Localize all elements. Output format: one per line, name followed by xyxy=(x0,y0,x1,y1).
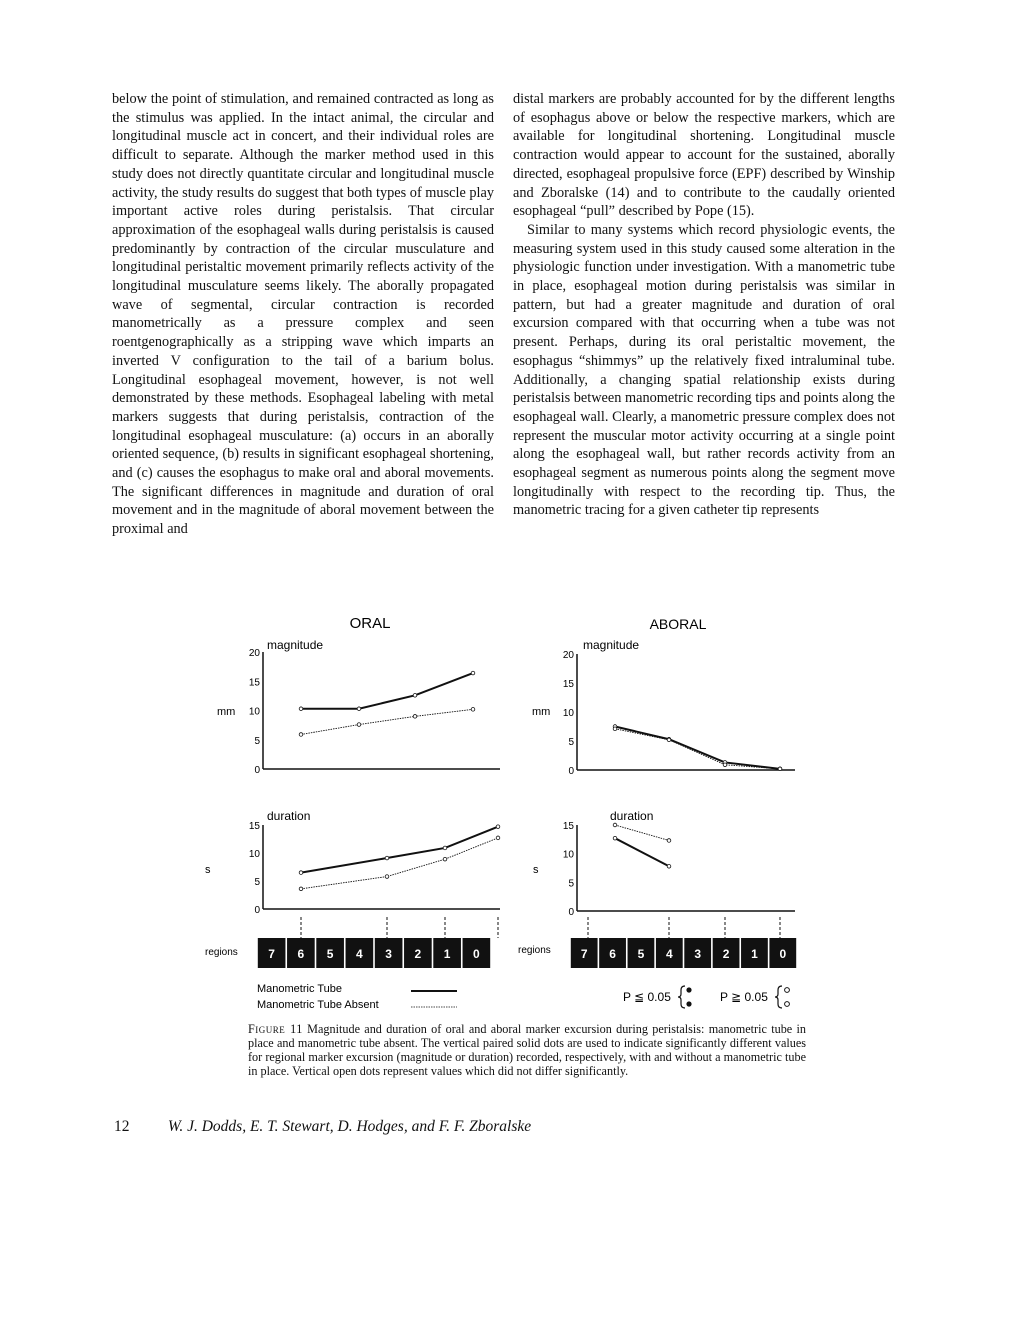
figure-plot-area xyxy=(249,648,796,968)
oral-region-number: 1 xyxy=(443,947,451,961)
oral-duration-data-point xyxy=(299,871,303,875)
oral-magnitude-data-point xyxy=(357,723,361,727)
oral-magnitude-data-point xyxy=(299,733,303,737)
body-paragraph: below the point of stimulation, and remained contracted as long as the stimulus was applied. In the intact animal, the circular and longitudinal muscle act in concert, and their individual roles are difficult to separate. Although the marker method used in this study does not directly quantitate circular and longitudinal muscle activity, the study results do suggest that both types of muscle play important active roles during peristalsis. That circular approximation of the esophageal walls during peristalsis is caused predominantly by contraction of the circular musculature and longitudinal peristaltic movement primarily reflects activity of the longitudinal musculature seems likely. The aborally propagated wave of segmental, circular contraction is recorded manometrically as a pressure complex and seen roentgenographically as a stripping wave which imparts an inverted V configuration to the tail of a barium bolus. Longitudinal esophageal movement, however, is not well demonstrated by these methods. Esophageal labeling with metal markers suggests that during peristalsis, contraction of the longitudinal esophageal musculature: (a) occurs in an aborally oriented sequence, (b) results in significant esophageal shortening, and (c) causes the esophagus to make oral and aboral movements. The significant differences in magnitude and duration of oral movement and in the magnitude of aboral movement between the proximal and xyxy=(112,91,494,538)
aboral-duration-data-point xyxy=(613,836,617,840)
oral-duration-tick-label: 10 xyxy=(248,849,260,860)
aboral-magnitude-label: magnitude xyxy=(583,638,640,652)
aboral-duration-data-point xyxy=(667,864,671,868)
p-significant-label: P ≦ 0.05 xyxy=(623,990,671,1004)
aboral-magnitude-tick-label: 15 xyxy=(562,679,574,690)
aboral-magnitude-tick-label: 5 xyxy=(568,737,574,748)
aboral-duration-unit: s xyxy=(533,864,539,876)
aboral-magnitude-data-point xyxy=(613,727,617,731)
aboral-magnitude-tick-label: 10 xyxy=(562,708,574,719)
body-paragraph: distal markers are probably accounted for by the different lengths of esophagus above or below the respective markers, which are available for longitudinal shortening. Longitudinal muscle contraction would appear to account for the sustained, aborally directed, esophageal propulsive force (EPF) described by Winship and Zboralske (14) and to contribute to the caudally oriented esophageal “pull” described by Pope (15). xyxy=(513,91,895,220)
oral-regions-label: regions xyxy=(205,947,238,958)
aboral-magnitude-data-point xyxy=(778,767,782,771)
open-dot-symbol xyxy=(785,1002,790,1007)
oral-magnitude-data-point xyxy=(357,707,361,711)
aboral-duration-data-point xyxy=(667,839,671,843)
oral-magnitude-data-point xyxy=(413,693,417,697)
oral-region-number: 6 xyxy=(297,947,305,961)
aboral-title: ABORAL xyxy=(649,616,707,632)
brace-symbol xyxy=(678,986,685,1008)
oral-magnitude-data-point xyxy=(413,715,417,719)
nonsignificant-dots-key xyxy=(775,986,789,1008)
figure-caption xyxy=(248,1022,806,1078)
oral-duration-label: duration xyxy=(267,809,311,823)
oral-duration-data-point xyxy=(496,825,500,829)
brace-symbol xyxy=(775,986,782,1008)
oral-region-number: 0 xyxy=(473,947,480,961)
oral-magnitude-data-point xyxy=(471,671,475,675)
oral-duration-tick-label: 5 xyxy=(254,877,260,888)
oral-magnitude-tick-label: 10 xyxy=(248,706,260,718)
aboral-region-number: 6 xyxy=(609,947,616,961)
significant-dots-key xyxy=(678,986,692,1008)
caption-text: Magnitude and duration of oral and aboral marker excursion during peristalsis: manometric tube in place and manometric tube absent. The vertical paired solid dots are used to indicate significantly different values for regional marker excursion (magnitude or duration) recorded, respectively, with and without a manometric tube in place. Vertical open dots represent values which did not differ significantly. xyxy=(248,1022,807,1078)
aboral-duration-tick-label: 10 xyxy=(562,849,574,861)
aboral-magnitude-unit: mm xyxy=(532,706,551,718)
oral-magnitude-data-point xyxy=(299,707,303,711)
aboral-duration-tube-absent-line xyxy=(615,825,669,840)
footer-authors: W. J. Dodds, E. T. Stewart, D. Hodges, and F. F. Zboralske xyxy=(167,1118,532,1135)
legend-tube-label: Manometric Tube xyxy=(257,983,342,995)
oral-duration-data-point xyxy=(443,846,447,850)
figure-11 xyxy=(195,608,835,1023)
oral-magnitude-tube-absent-line xyxy=(301,709,473,734)
aboral-magnitude-tube-line xyxy=(615,727,780,769)
aboral-regions-label: regions xyxy=(518,945,551,956)
body-paragraph: Similar to many systems which record physiologic events, the measuring system used in this study caused some alteration in the physiologic function under investigation. With a manometric tube in place, esophageal motion during peristalsis was similar in pattern, but had a greater magnitude and duration of oral excursion compared with that occurring when a tube was not present. Perhaps, during its oral peristaltic movement, the esophagus “shimmys” up the relatively fixed intraluminal tube. Additionally, a changing spatial relationship exists during peristalsis between manometric recording tips and points along the esophageal wall. Clearly, a manometric pressure complex does not represent the muscular motor activity occurring at a single point along the esophageal wall, but rather records activity from an esophageal segment as numerous points along the segment move longitudinally with respect to the recording tip. Thus, the manometric tracing for a given catheter tip represents xyxy=(513,221,895,519)
solid-dot-symbol xyxy=(686,1001,691,1006)
aboral-magnitude-tick-label: 0 xyxy=(568,766,574,777)
oral-region-number: 4 xyxy=(356,947,363,961)
caption-figure-label: Figure 11 xyxy=(248,1022,303,1036)
oral-title: ORAL xyxy=(349,615,391,632)
aboral-region-number: 2 xyxy=(722,947,730,961)
oral-magnitude-tick-label: 5 xyxy=(254,735,260,747)
open-dot-symbol xyxy=(785,988,790,993)
aboral-region-number: 1 xyxy=(751,947,758,961)
page-number: 12 xyxy=(114,1118,130,1135)
oral-region-number: 3 xyxy=(385,947,392,961)
aboral-duration-tube-line xyxy=(615,838,669,866)
oral-duration-data-point xyxy=(299,887,303,891)
oral-magnitude-tube-line xyxy=(301,673,473,709)
left-text-column xyxy=(112,90,494,539)
aboral-region-number: 3 xyxy=(694,947,702,961)
figure-11-svg xyxy=(195,608,835,1023)
oral-region-number: 7 xyxy=(268,947,275,961)
aboral-region-number: 0 xyxy=(779,947,787,961)
oral-region-number: 5 xyxy=(326,947,334,961)
oral-magnitude-tick-label: 0 xyxy=(254,765,260,776)
oral-region-number: 2 xyxy=(414,947,422,961)
aboral-duration-tick-label: 0 xyxy=(568,907,574,918)
oral-duration-data-point xyxy=(443,857,447,861)
oral-duration-data-point xyxy=(496,836,500,840)
aboral-region-number: 4 xyxy=(665,947,673,961)
aboral-magnitude-tick-label: 20 xyxy=(562,650,574,661)
legend-absent-label: Manometric Tube Absent xyxy=(257,999,379,1011)
aboral-region-number: 7 xyxy=(580,947,588,961)
aboral-magnitude-data-point xyxy=(723,763,727,767)
aboral-duration-tick-label: 5 xyxy=(568,878,574,890)
oral-duration-tube-absent-line xyxy=(301,838,498,889)
oral-magnitude-unit: mm xyxy=(217,706,236,718)
aboral-magnitude-data-point xyxy=(667,738,671,742)
p-nonsignificant-label: P ≧ 0.05 xyxy=(720,990,768,1004)
oral-duration-unit: s xyxy=(205,864,211,876)
aboral-duration-label: duration xyxy=(610,809,654,823)
oral-duration-tick-label: 0 xyxy=(254,905,260,916)
solid-dot-symbol xyxy=(686,987,691,992)
aboral-magnitude-tube-absent-line xyxy=(615,729,780,769)
right-text-column xyxy=(513,90,895,520)
oral-duration-tick-label: 15 xyxy=(248,821,260,832)
oral-magnitude-data-point xyxy=(471,708,475,712)
oral-duration-data-point xyxy=(385,856,389,860)
aboral-duration-data-point xyxy=(613,823,617,827)
oral-magnitude-label: magnitude xyxy=(267,638,324,652)
aboral-duration-tick-label: 15 xyxy=(562,821,574,832)
oral-magnitude-tick-label: 15 xyxy=(248,677,260,689)
oral-duration-data-point xyxy=(385,875,389,879)
oral-magnitude-tick-label: 20 xyxy=(248,648,260,659)
aboral-region-number: 5 xyxy=(637,947,645,961)
page-footer xyxy=(114,1118,814,1136)
